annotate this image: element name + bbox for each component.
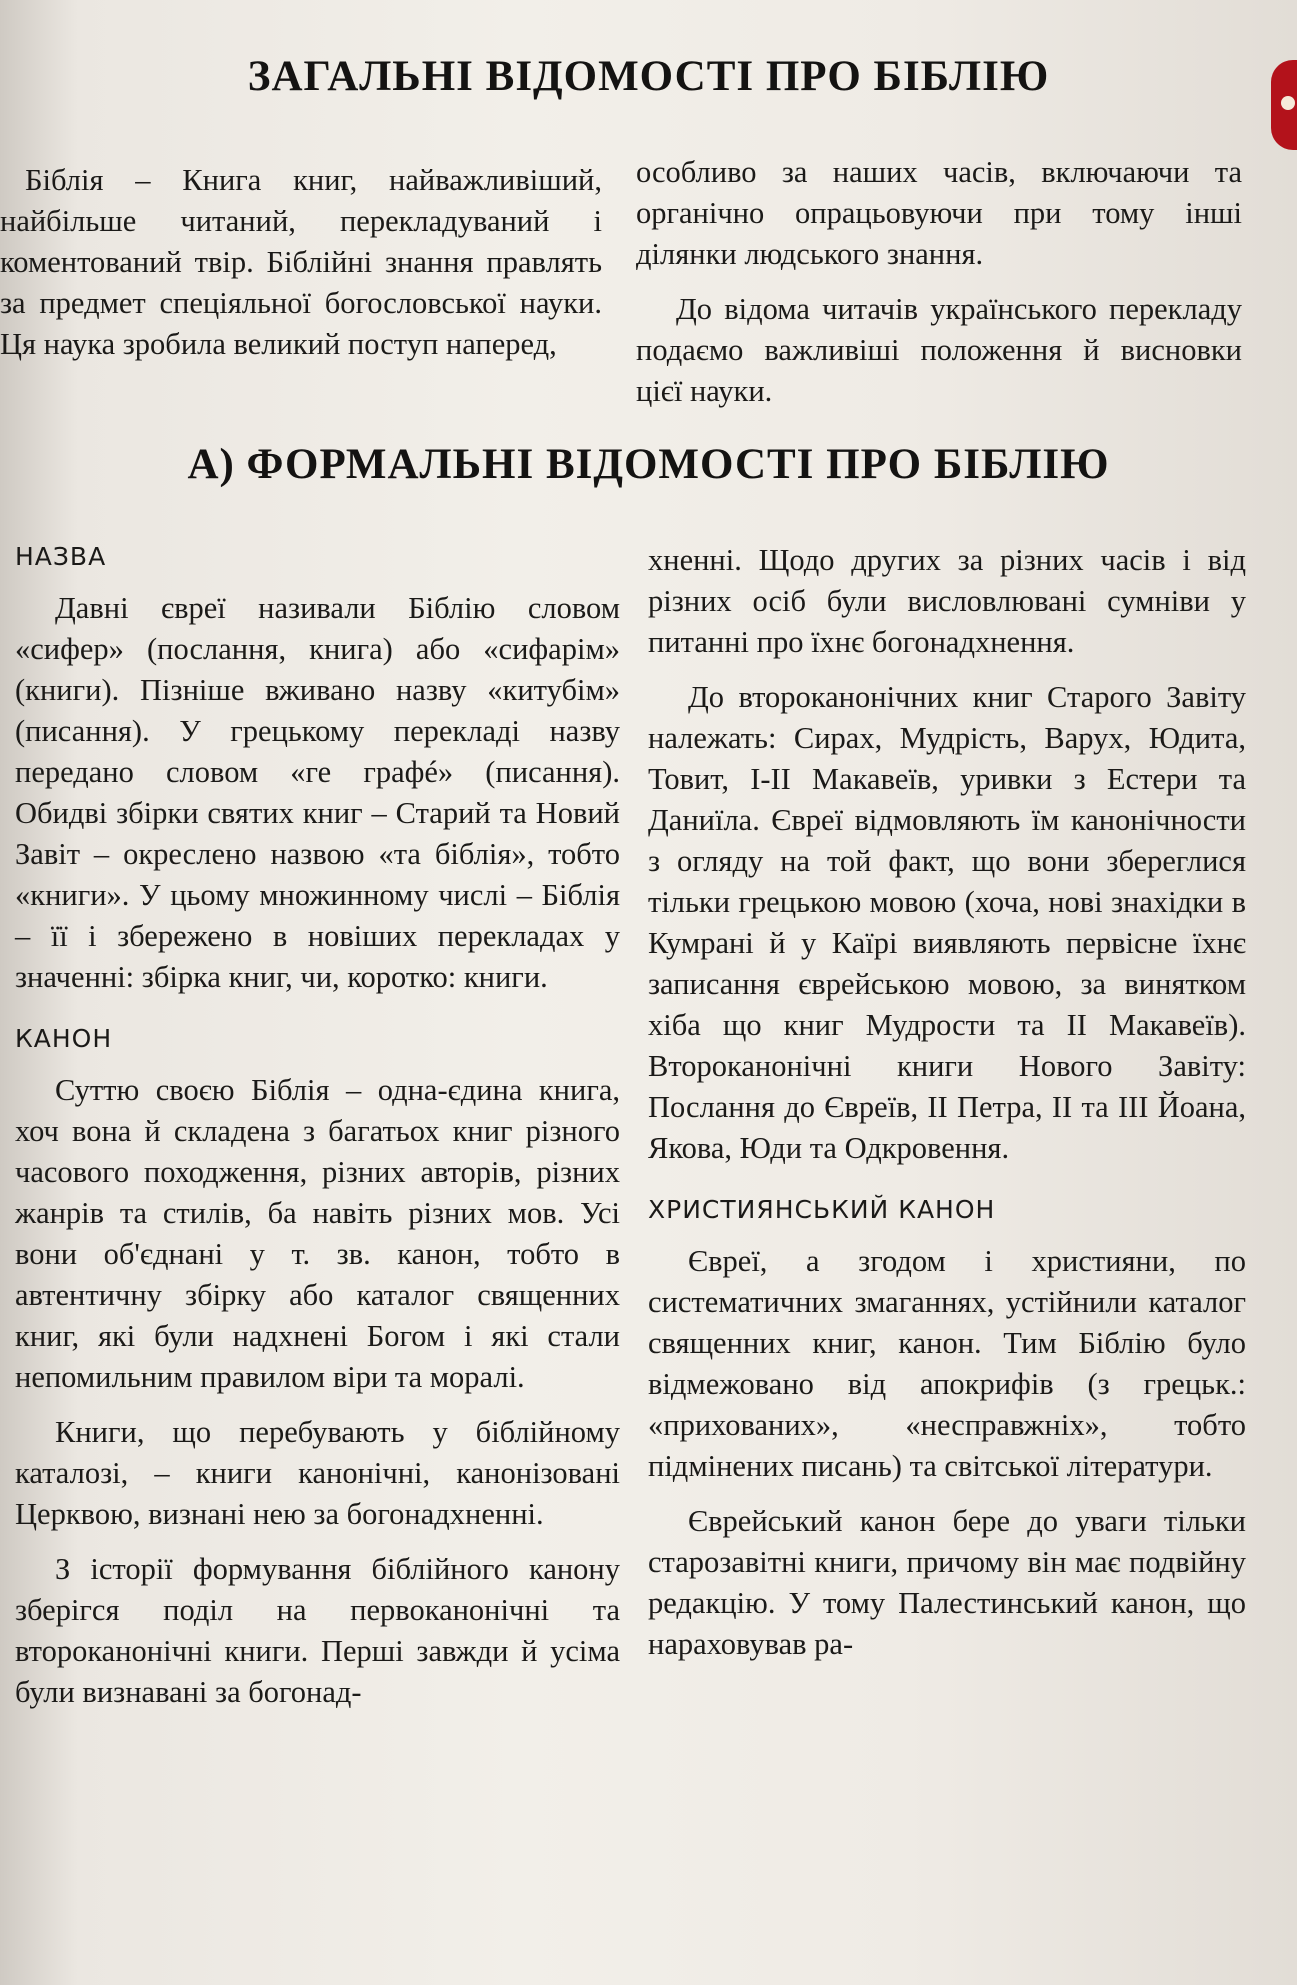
paragraph-canonical-books: Книги, що перебувають у біблійному каталозі, – книги канонічні, канонізовані Церквою, визнані нею за богонадхненні. [15,1415,620,1531]
paragraph-christian-canon: Євреї, а згодом і християни, по систематичних змаганнях, устійнили каталог священних книг, канон. Тим Біблію було відмежовано від апокрифів (з грецьк.: «прихованих», «несправжніх», тобто підмінених писань) та світської літератури. [648,1244,1246,1483]
intro-continuation: особливо за наших часів, включаючи та органічно опрацьовуючи при тому інші ділянки людського знання. [636,155,1242,271]
intro-right-column [636,152,1242,426]
section-title: А) ФОРМАЛЬНІ ВІДОМОСТІ ПРО БІБЛІЮ [187,441,1110,488]
paragraph-hebrew-canon: Єврейський канон бере до уваги тільки старозавітні книги, причому він має подвійну редакцію. У тому Палестинський канон, що нараховував ра- [648,1504,1246,1661]
intro-paragraph: Біблія – Книга книг, найважливіший, найбільше читаний, перекладуваний і коментований твір. Біблійні знання правлять за предмет спеціяльної богословської науки. Ця наука зробила великий поступ наперед, [0,163,602,361]
left-column [15,540,620,1727]
paragraph-deuterocanonical: До второканонічних книг Старого Завіту належать: Сирах, Мудрість, Варух, Юдита, Товит, І-ІІ Макавеїв, уривки з Естери та Даниїла. Євреї відмовляють їм канонічности з огляду на той факт, що вони збереглися тільки грецькою мовою (хоча, нові знахідки в Кумрані й у Каїрі виявляють первісне їхнє записання єврейською мовою, за винятком хіба що книг Мудрости та ІІ Макавеїв). Второканонічні книги Нового Завіту: Послання до Євреїв, ІІ Петра, ІІ та ІІІ Йоана, Якова, Юди та Одкровення. [648,680,1246,1165]
intro-paragraph: До відома читачів українського перекладу подаємо важливіші положення й висновки цієї науки. [636,292,1242,408]
intro-left-column [0,160,602,379]
page-title: ЗАГАЛЬНІ ВІДОМОСТІ ПРО БІБЛІЮ [247,53,1050,100]
paragraph-canon: Суттю своєю Біблія – одна-єдина книга, хоч вона й складена з багатьох книг різного часового походження, різних авторів, різних жанрів та стилів, ба навіть різних мов. Усі вони об'єднані у т. зв. канон, тобто в автентичну збірку або каталог священних книг, які були надхнені Богом і які стали непомильним правилом віри та моралі. [15,1073,620,1394]
right-column [648,540,1246,1679]
heading-christian-canon: ХРИСТИЯНСЬКИЙ КАНОН [648,1195,996,1224]
paragraph-canon-history: З історії формування біблійного канону зберігся поділ на первоканонічні та второканонічні книги. Перші завжди й усіма були визнавані за богонад- [15,1552,620,1709]
paragraph-continuation: хненні. Щодо других за різних часів і від різних осіб були висловлювані сумніви у питанні про їхнє богонадхнення. [648,543,1246,659]
heading-canon: КАНОН [15,1024,113,1053]
paragraph-naming: Давні євреї називали Біблію словом «сифер» (послання, книга) або «сифарім» (книги). Пізніше вживано назву «китубім» (писання). У грецькому перекладі назву передано словом «ге графé» (писання). Обидві збірки святих книг – Старий та Новий Завіт – окреслено назвою «та біблія», тобто «книги». У цьому множинному числі – Біблія – її і збережено в новіших перекладах у значенні: збірка книг, чи, коротко: книги. [15,591,620,994]
heading-naming: НАЗВА [15,542,107,571]
